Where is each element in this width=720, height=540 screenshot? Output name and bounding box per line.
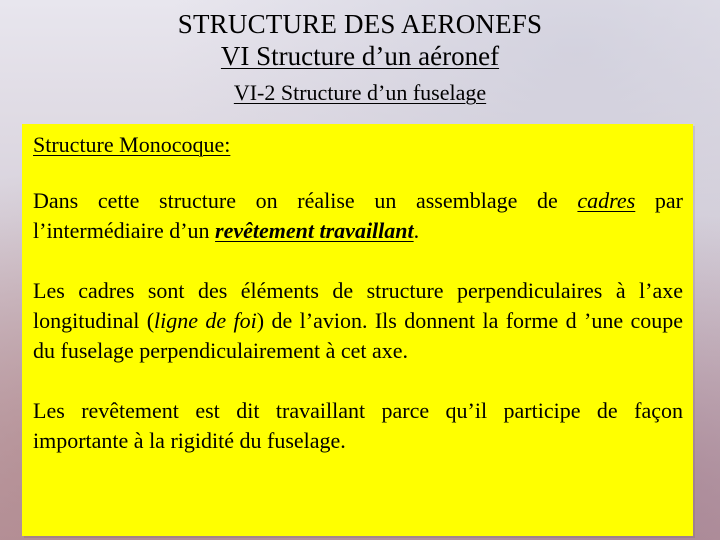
paragraph-cadres [33, 186, 683, 246]
paragraph-text: ) de l’avion. Ils donnent la forme d ’une coupe du fuselage perpendiculairement à cet axe. [33, 308, 684, 363]
term-ligne-de-foi: ligne de foi [154, 308, 257, 333]
paragraph-text: Les cadres sont des éléments de structure perpendiculaires à l’axe longitudinal ( [33, 278, 683, 333]
term-cadres: cadres [577, 188, 636, 213]
paragraph-text: par l’intermédiaire d’un [33, 188, 683, 243]
slide-header [0, 8, 720, 106]
slide-title: STRUCTURE DES AERONEFS [177, 9, 543, 39]
term-revetement: revêtement travaillant [215, 218, 414, 243]
section-heading: VI-2 Structure d’un fuselage [233, 80, 487, 105]
paragraph-text: Dans cette structure on réalise un assemblage de [33, 188, 578, 213]
paragraph-definition [33, 276, 683, 366]
section-title: Structure Monocoque: [33, 132, 231, 157]
paragraph-revetement: Les revêtement est dit travaillant parce qu’il participe de façon importante à la rigidité du fuselage. [33, 398, 683, 453]
paragraph-text: . [413, 218, 420, 243]
content-box [22, 124, 693, 536]
slide-subtitle: VI Structure d’un aéronef [220, 41, 500, 71]
